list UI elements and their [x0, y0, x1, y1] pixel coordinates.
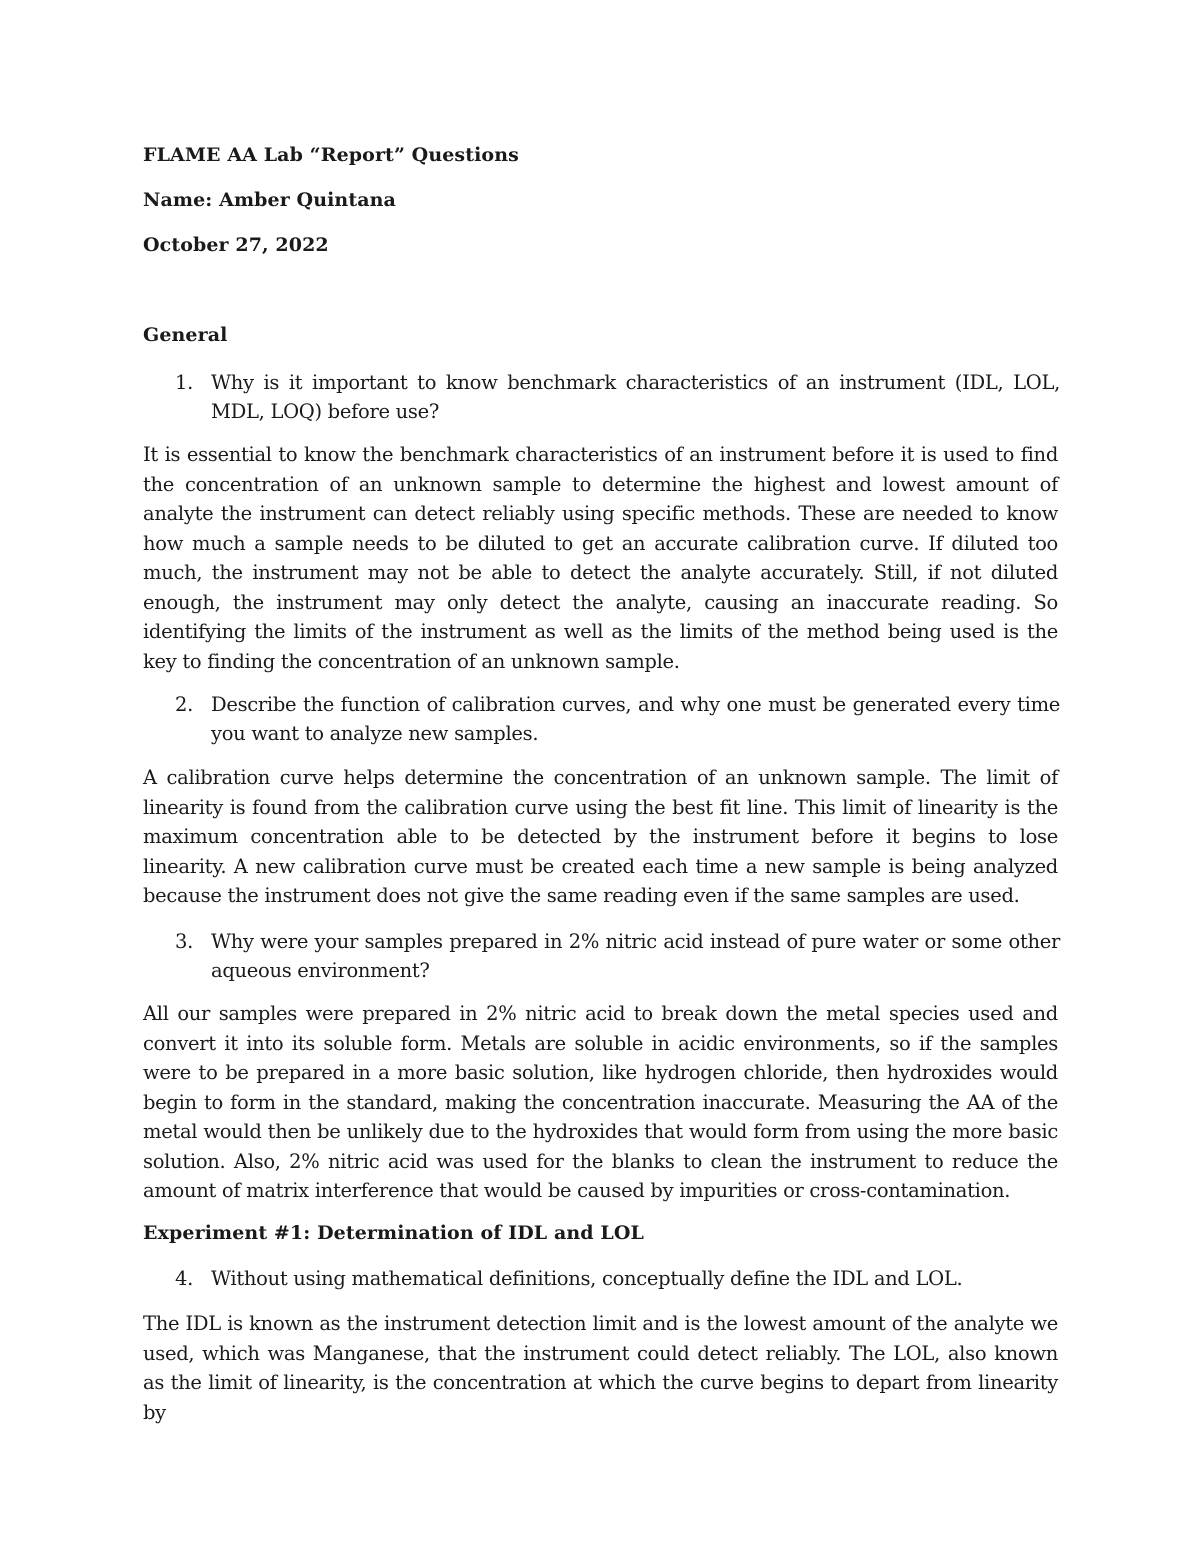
question-text: Why were your samples prepared in 2% nitric acid instead of pure water or some other aqueous environment? [211, 930, 1060, 982]
section-heading-experiment-1: Experiment #1: Determination of IDL and LOL [143, 1222, 644, 1244]
question-text: Why is it important to know benchmark characteristics of an instrument (IDL, LOL, MDL, LOQ) before use? [211, 371, 1060, 423]
question-text: Describe the function of calibration curves, and why one must be generated every time you want to analyze new samples. [211, 693, 1060, 745]
question-number: 3. [175, 930, 194, 953]
question-number: 1. [175, 371, 194, 394]
document-title: FLAME AA Lab “Report” Questions [143, 144, 519, 166]
answer-1: It is essential to know the benchmark characteristics of an instrument before it is used to find the concentration of an unknown sample to determine the highest and lowest amount of analyte the instrument can detect reliably using specific methods. These are needed to know how much a sample needs to be diluted to get an accurate calibration curve. If diluted too much, the instrument may not be able to detect the analyte accurately. Still, if not diluted enough, the instrument may only detect the analyte, causing an inaccurate reading. So identifying the limits of the instrument as well as the limits of the method being used is the key to finding the concentration of an unknown sample. [143, 443, 1058, 673]
answer-2: A calibration curve helps determine the concentration of an unknown sample. The limit of linearity is found from the calibration curve using the best fit line. This limit of linearity is the maximum concentration able to be detected by the instrument before it begins to lose linearity. A new calibration curve must be created each time a new sample is being analyzed because the instrument does not give the same reading even if the same samples are used. [143, 766, 1058, 907]
answer-3: All our samples were prepared in 2% nitric acid to break down the metal species used and convert it into its soluble form. Metals are soluble in acidic environments, so if the samples were to be prepared in a more basic solution, like hydrogen chloride, then hydroxides would begin to form in the standard, making the concentration inaccurate. Measuring the AA of the metal would then be unlikely due to the hydroxides that would form from using the more basic solution. Also, 2% nitric acid was used for the blanks to clean the instrument to reduce the amount of matrix interference that would be caused by impurities or cross-contamination. [143, 1002, 1058, 1202]
author-name: Name: Amber Quintana [143, 189, 396, 211]
answer-4: The IDL is known as the instrument detection limit and is the lowest amount of the analyte we used, which was Manganese, that the instrument could detect reliably. The LOL, also known as the limit of linearity, is the concentration at which the curve begins to depart from linearity by [143, 1312, 1058, 1424]
section-heading-general: General [143, 324, 228, 346]
question-2 [175, 690, 1060, 748]
question-3 [175, 927, 1060, 985]
question-number: 4. [175, 1267, 194, 1290]
document-date: October 27, 2022 [143, 234, 329, 256]
question-1 [175, 368, 1060, 426]
question-text: Without using mathematical definitions, conceptually define the IDL and LOL. [211, 1267, 963, 1290]
question-number: 2. [175, 693, 194, 716]
question-4 [175, 1264, 1060, 1293]
